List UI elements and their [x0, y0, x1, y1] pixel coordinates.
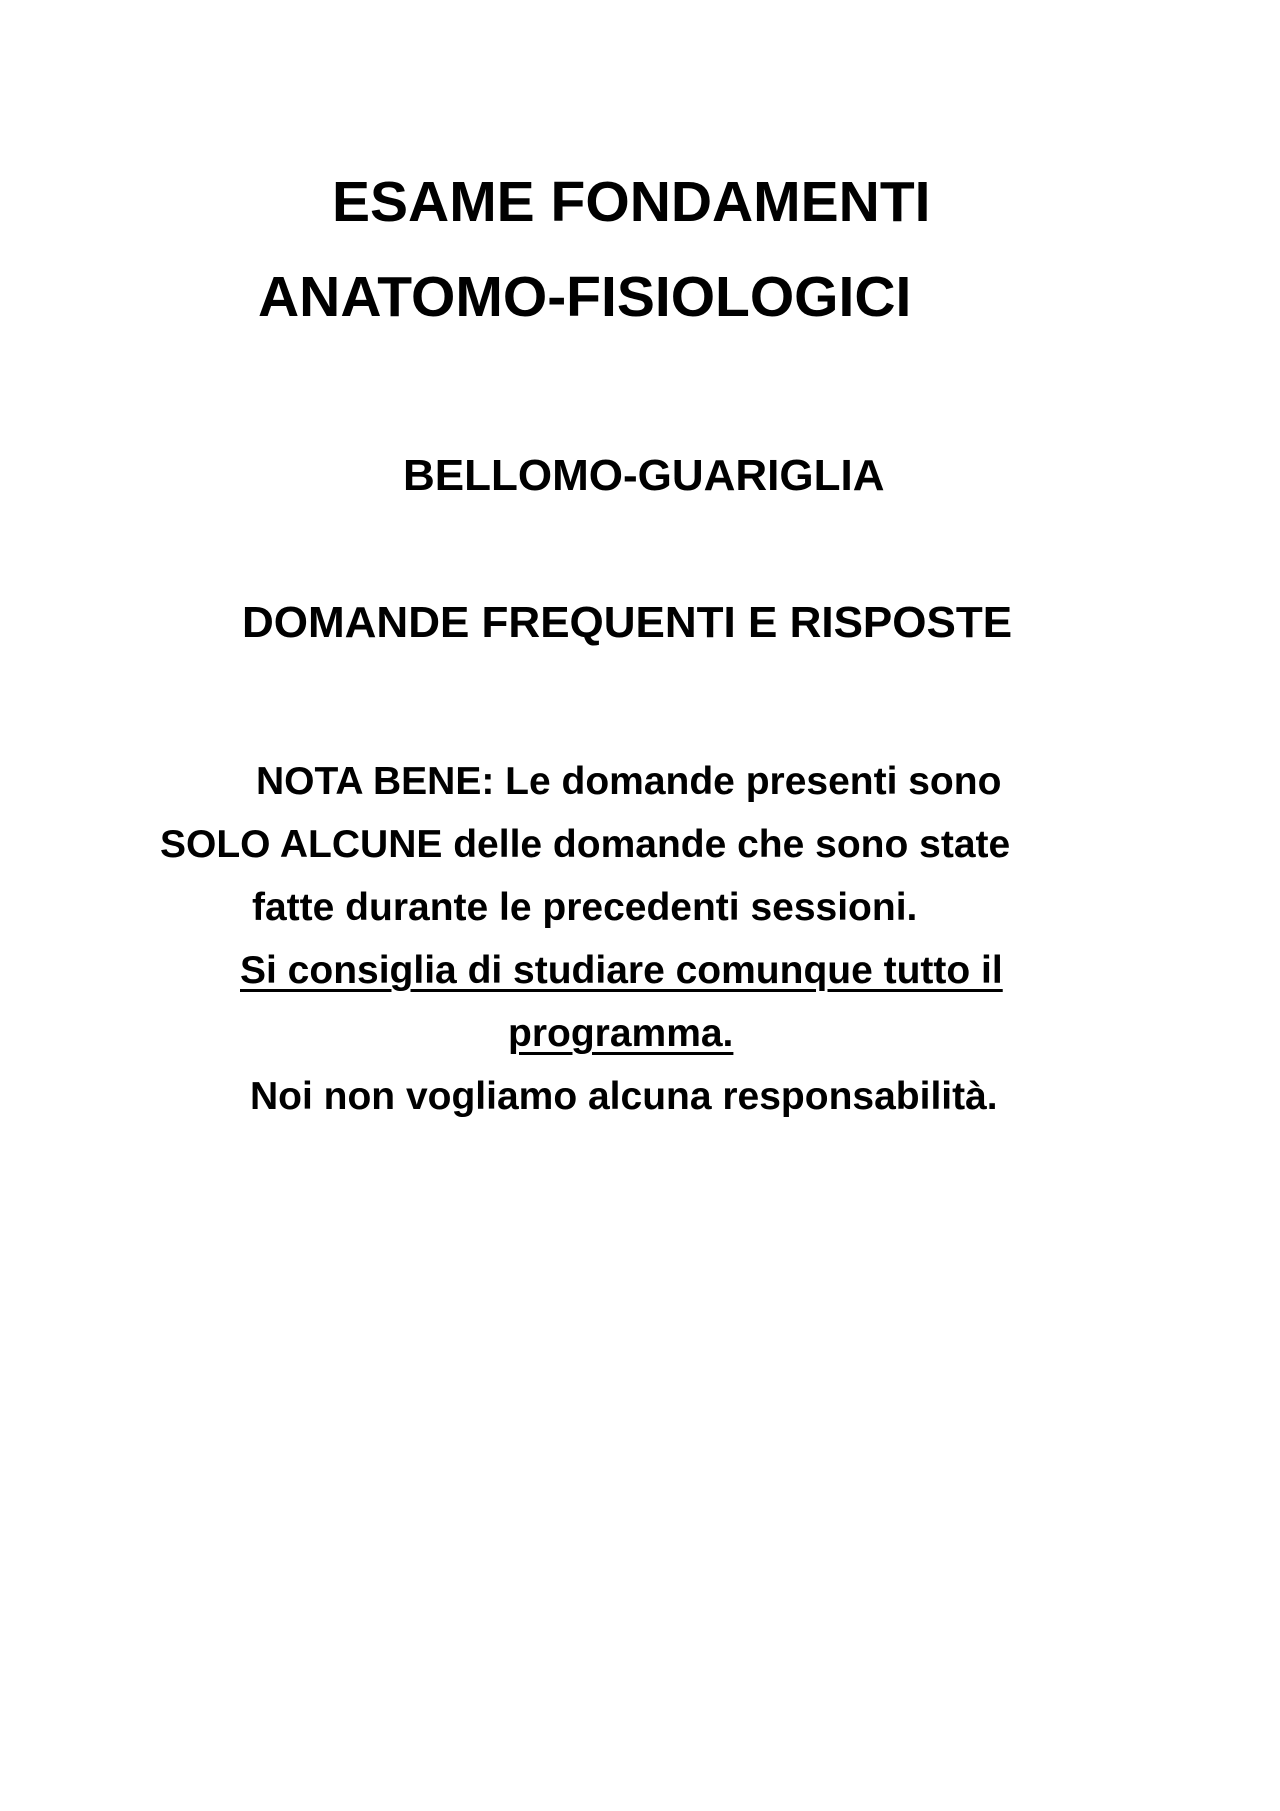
title-line-2-text: ANATOMO-FISIOLOGICI	[258, 265, 912, 329]
title-line-1-text: ESAME FONDAMENTI	[332, 170, 931, 234]
note-line-6	[0, 1071, 1280, 1123]
authors-text: BELLOMO-GUARIGLIA	[403, 451, 885, 500]
note-line-1	[0, 756, 1280, 808]
note-line-4	[0, 945, 1280, 997]
note-line-5	[0, 1008, 1280, 1060]
note-line-5-text: programma.	[508, 1012, 734, 1055]
subtitle-line	[0, 595, 1280, 651]
subtitle-text: DOMANDE FREQUENTI E RISPOSTE	[242, 598, 1013, 647]
note-line-6-text: Noi non vogliamo alcuna responsabilità.	[250, 1075, 998, 1118]
note-line-2	[0, 819, 1280, 871]
note-line-1-text: NOTA BENE: Le domande presenti sono	[256, 760, 1002, 803]
note-line-3-text: fatte durante le precedenti sessioni.	[252, 886, 918, 929]
title-line-2	[0, 262, 1280, 332]
note-line-2-text: SOLO ALCUNE delle domande che sono state	[160, 823, 1011, 866]
note-line-4-text: Si consiglia di studiare comunque tutto il	[240, 949, 1003, 992]
authors-line	[0, 448, 1280, 504]
note-line-3	[0, 882, 1280, 934]
title-line-1	[0, 167, 1280, 237]
